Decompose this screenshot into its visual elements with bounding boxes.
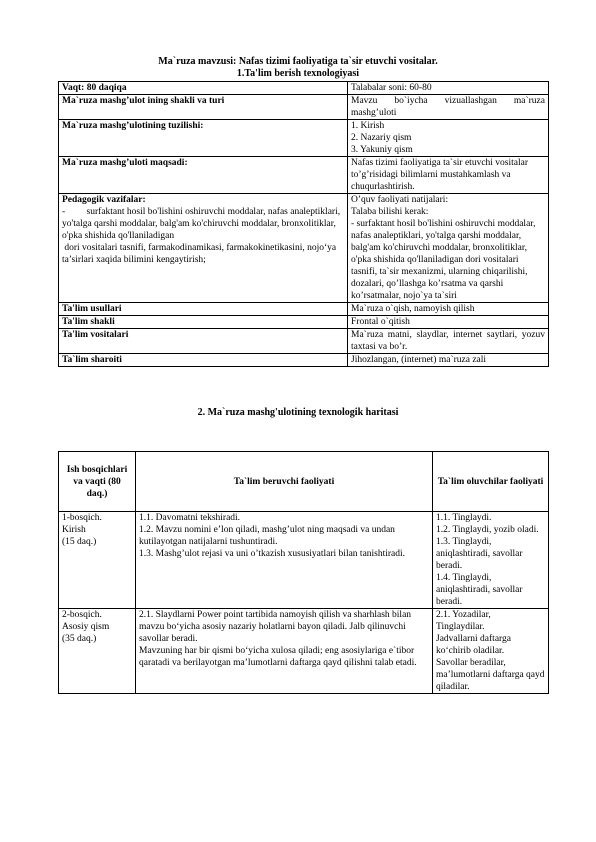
teaching-methods-label: Ta'lim usullari [59, 303, 348, 316]
structure-item: 3. Yakuniy qism [351, 145, 413, 155]
lecture-goal-value: Nafas tizimi faoliyatiga ta`sir etuvchi vositalar to’g’risidagi bilimlarni mustahkamlash va chuqurlashtirish. [348, 157, 549, 194]
student-activity-cell [433, 609, 549, 694]
student-activity-item: Jadvallarni daftarga ko‘chirib oladilar. [436, 634, 511, 656]
student-activity-item: 1.4. Tinglaydi, aniqlashtiradi, savollar beradi. [436, 573, 523, 607]
teacher-activity-item: 1.1. Davomatni tekshiradi. [139, 513, 241, 523]
lecture-structure-label: Ma`ruza mashg’ulotining tuzilishi: [59, 120, 348, 157]
table-row [59, 157, 549, 194]
stage-text: 2-bosqich. [62, 610, 102, 620]
teacher-activity-item: 1.2. Mavzu nomini e’lon qiladi, mashg’ulot ning maqsadi va undan kutilayotgan natijalarni tushuntiradi. [139, 525, 395, 547]
table-row [59, 303, 549, 316]
lecture-form-value: Mavzu bo`iycha vizuallashgan ma`ruza mashg’uloti [348, 95, 549, 120]
teaching-form-value: Frontal o`qitish [348, 316, 549, 329]
table-row [59, 82, 549, 95]
teaching-form-label: Ta'lim shakli [59, 316, 348, 329]
teaching-tools-value: Ma`ruza matni, slaydlar, internet saytlari, yozuv taxtasi va bo’r. [348, 329, 549, 354]
table-row [59, 316, 549, 329]
student-activity-item: Savollar beradilar, [436, 658, 506, 668]
learning-outcomes-text: - surfaktant hosil bo'lishini oshiruvchi moddalar, nafas analeptiklari, yo'talga qarshi moddalar, balg'am ko'chiruvchi moddalar, bronxolitiklar, o'pka shishida qo'llaniladigan dori vositalari tasnifi, ta`sir mexanizmi, ularning chiqarilishi, dozalari, qo’llashga ko’rsatma va qarshi ko’rsatmalar, nojo`ya ta`siri [351, 219, 536, 301]
lecture-goal-label: Ma`ruza mashg’uloti maqsadi: [59, 157, 348, 194]
teacher-column-header: Ta`lim beruvchi faoliyati [136, 452, 433, 512]
technological-map-table [58, 451, 549, 694]
table-row [59, 354, 549, 367]
learning-outcomes-subheading: Talaba bilishi kerak: [351, 207, 429, 217]
student-activity-item: 1.2. Tinglaydi, yozib oladi. [436, 525, 539, 535]
students-count-cell: Talabalar soni: 60-80 [348, 82, 549, 95]
teaching-tools-label: Ta'lim vositalari [59, 329, 348, 354]
teaching-technology-table [58, 81, 549, 367]
learning-outcomes-cell [348, 194, 549, 303]
table-row [59, 609, 549, 694]
teaching-methods-value: Ma`ruza o`qish, namoyish qilish [348, 303, 549, 316]
stage-text: (15 daq.) [62, 537, 97, 547]
student-activity-cell [433, 512, 549, 609]
structure-item: 2. Nazariy qism [351, 133, 412, 143]
student-activity-item: Tinglaydilar. [436, 622, 485, 632]
lecture-structure-value [348, 120, 549, 157]
student-activity-item: 1.3. Tinglaydi, aniqlashtiradi, savollar beradi. [436, 537, 523, 571]
lecture-form-label: Ma`ruza mashg’ulot ining shakli va turi [59, 95, 348, 120]
teacher-activity-item: 2.1. Slaydlarni Power point tartibida namoyish qilish va sharhlash bilan mavzu bo‘yicha asosiy nazariy holatlarni bayon qiladi. Jalb qilinuvchi savollar beradi. [139, 610, 412, 644]
teacher-activity-item: 1.3. Mashg’ulot rejasi va uni o’tkazish xususiyatlari bilan tanishtiradi. [139, 549, 406, 559]
pedagogic-tasks-cell [59, 194, 348, 303]
lecture-topic-title: Ma`ruza mavzusi: Nafas tizimi faoliyatiga ta`sir etuvchi vositalar. [158, 56, 438, 67]
structure-item: 1. Kirish [351, 121, 385, 131]
teacher-activity-cell [136, 512, 433, 609]
time-cell: Vaqt: 80 daqiqa [59, 82, 348, 95]
stage-text: Asosiy qism [62, 622, 110, 632]
table-row [59, 95, 549, 120]
table-row [59, 194, 549, 303]
stage-text: Kirish [62, 525, 86, 535]
learning-outcomes-heading: O’quv faoliyati natijalari: [351, 195, 449, 205]
stage-column-header: Ish bosqichlari va vaqti (80 daq.) [59, 452, 136, 512]
student-column-header: Ta`lim oluvchilar faoliyati [433, 452, 549, 512]
table-row [59, 120, 549, 157]
stage-text: 1-bosqich. [62, 513, 102, 523]
pedagogic-tasks-heading: Pedagogik vazifalar: [62, 195, 146, 205]
stage-text: (35 daq.) [62, 634, 97, 644]
teaching-conditions-label: Ta`lim sharoiti [59, 354, 348, 367]
teacher-activity-item: Mavzuning har bir qismi bo‘yicha xulosa qiladi; eng asosiylariga e`tibor qaratadi va berilayotgan ma’lumotlarni daftarga qayd qilishni talab etadi. [139, 646, 417, 668]
table-row [59, 512, 549, 609]
stage-cell [59, 609, 136, 694]
pedagogic-task-text: dori vositalari tasnifi, farmakodinamikasi, farmakokinetikasini, nojo‘ya ta’sirlari xaqida bilimini kengaytirish; [62, 243, 339, 265]
section-1-title: 1.Ta'lim berish texnologiyasi [236, 68, 360, 79]
table-row [59, 329, 549, 354]
teaching-conditions-value: Jihozlangan, (internet) ma`ruza zali [348, 354, 549, 367]
table-header-row [59, 452, 549, 512]
stage-cell [59, 512, 136, 609]
teacher-activity-cell [136, 609, 433, 694]
student-activity-item: ma’lumotlarni daftarga qayd qiladilar. [436, 670, 545, 692]
pedagogic-task-text: - surfaktant hosil bo'lishini oshiruvchi moddalar, nafas analeptiklari, yo'talga qarshi moddalar, balg'am ko'chiruvchi moddalar, bronxolitiklar, o'pka shishida qo'llaniladigan [62, 207, 343, 241]
student-activity-item: 2.1. Yozadilar, [436, 610, 491, 620]
section-2-title: 2. Ma`ruza mashg'ulotining texnologik haritasi [197, 407, 399, 418]
student-activity-item: 1.1. Tinglaydi. [436, 513, 492, 523]
